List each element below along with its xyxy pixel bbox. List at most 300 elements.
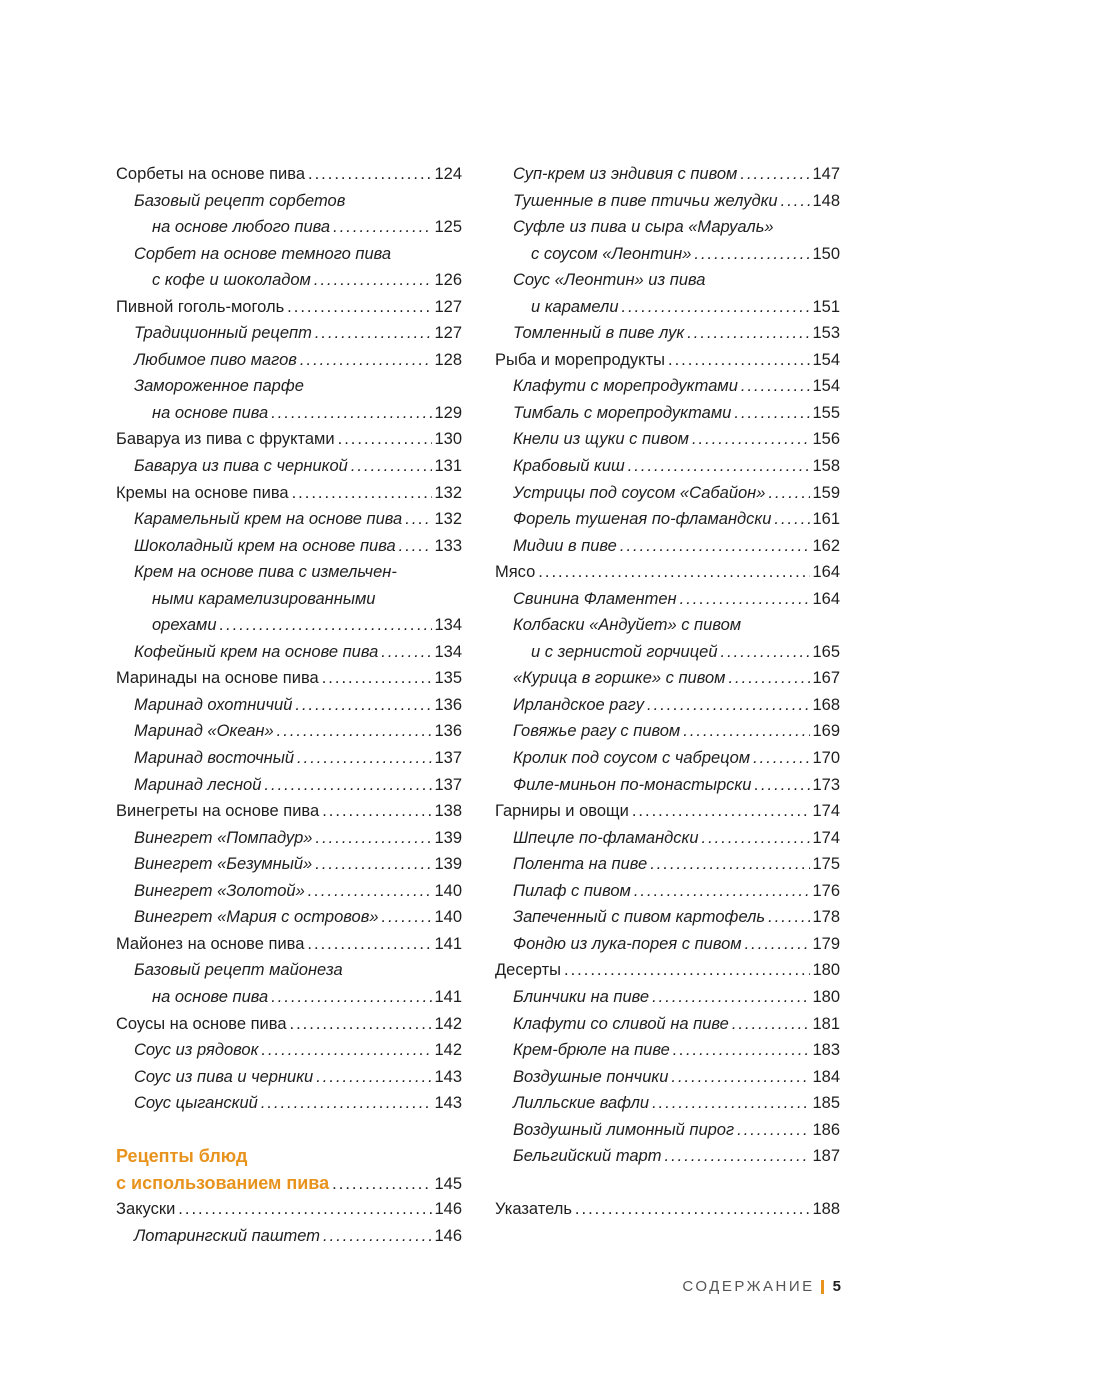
- toc-recipe-entry: [116, 241, 462, 268]
- toc-recipe-entry: [495, 1037, 840, 1064]
- toc-page-number: 146: [434, 1200, 462, 1219]
- toc-recipe-entry: [116, 1090, 462, 1117]
- dot-leader: [754, 772, 810, 799]
- dot-leader: [295, 692, 432, 719]
- toc-entry-title: Кремы на основе пива: [116, 483, 289, 502]
- toc-recipe-entry: [116, 320, 462, 347]
- toc-page-number: 150: [812, 244, 840, 263]
- toc-page-number: 156: [812, 430, 840, 449]
- toc-page-number: 183: [812, 1041, 840, 1060]
- dot-leader: [622, 294, 811, 321]
- toc-entry-title: Маринад восточный: [134, 749, 295, 768]
- toc-section-heading: [116, 1170, 462, 1197]
- toc-page-number: 129: [434, 403, 462, 422]
- dot-leader: [287, 294, 432, 321]
- toc-entry-title: Колбаски «Андуйет» с пивом: [513, 616, 742, 635]
- toc-page-number: 159: [812, 483, 840, 502]
- toc-entry-title: на основе любого пива: [152, 218, 331, 237]
- toc-recipe-entry: [495, 400, 840, 427]
- toc-entry-title: и карамели: [531, 297, 619, 316]
- dot-leader: [381, 639, 432, 666]
- toc-recipe-entry: [495, 692, 840, 719]
- toc-entry-title: на основе пива: [152, 987, 269, 1006]
- toc-chapter-entry: [116, 161, 462, 188]
- toc-page-number: 164: [812, 563, 840, 582]
- toc-recipe-entry: [116, 373, 462, 400]
- toc-entry-title: Кофейный крем на основе пива: [134, 642, 379, 661]
- toc-page-number: 162: [812, 536, 840, 555]
- toc-entry-title: Крабовый киш: [513, 457, 625, 476]
- dot-leader: [307, 931, 432, 958]
- toc-entry-title: Любимое пиво магов: [134, 350, 297, 369]
- toc-entry-title: Маринад лесной: [134, 775, 262, 794]
- toc-entry-title: Соус из пива и черники: [134, 1067, 314, 1086]
- toc-page-number: 174: [812, 802, 840, 821]
- toc-recipe-entry: [495, 373, 840, 400]
- toc-recipe-entry: [495, 480, 840, 507]
- toc-entry-title: Баваруа из пива с черникой: [134, 457, 348, 476]
- toc-recipe-entry: [116, 267, 462, 294]
- toc-entry-title: Клафути со сливой на пиве: [513, 1014, 729, 1033]
- dot-leader: [768, 904, 810, 931]
- toc-page-number: 164: [812, 589, 840, 608]
- toc-entry-title: Соус из рядовок: [134, 1041, 259, 1060]
- toc-entry-title: Пилаф с пивом: [513, 881, 631, 900]
- dot-leader: [316, 1064, 432, 1091]
- toc-page-number: 179: [812, 934, 840, 953]
- toc-recipe-entry: [116, 904, 462, 931]
- toc-recipe-entry: [495, 825, 840, 852]
- toc-page-number: 148: [812, 191, 840, 210]
- toc-page-number: 132: [434, 483, 462, 502]
- toc-chapter-entry: [116, 426, 462, 453]
- toc-entry-title: с использованием пива: [116, 1172, 330, 1193]
- toc-page-number: 134: [434, 642, 462, 661]
- page-footer: [682, 1278, 841, 1295]
- dot-leader: [261, 1037, 432, 1064]
- toc-page-number: 154: [812, 377, 840, 396]
- toc-page-number: 130: [434, 430, 462, 449]
- toc-recipe-entry: [495, 984, 840, 1011]
- toc-recipe-entry: [116, 639, 462, 666]
- toc-page-number: 151: [812, 297, 840, 316]
- dot-leader: [628, 453, 811, 480]
- toc-recipe-entry: [116, 453, 462, 480]
- toc-recipe-entry: [495, 1011, 840, 1038]
- dot-leader: [300, 347, 433, 374]
- toc-page-number: 180: [812, 961, 840, 980]
- dot-leader: [308, 878, 433, 905]
- toc-page-number: 142: [434, 1041, 462, 1060]
- toc-entry-title: Фондю из лука-порея с пивом: [513, 934, 742, 953]
- toc-page-number: 184: [812, 1067, 840, 1086]
- dot-leader: [692, 426, 811, 453]
- toc-recipe-entry: [495, 161, 840, 188]
- toc-recipe-entry: [116, 1037, 462, 1064]
- toc-recipe-entry: [116, 718, 462, 745]
- dot-leader: [694, 241, 810, 268]
- dot-leader: [671, 1064, 810, 1091]
- toc-recipe-entry: [116, 214, 462, 241]
- toc-column-right: [495, 161, 840, 1223]
- toc-page-number: 138: [434, 802, 462, 821]
- toc-entry-title: Винегрет «Помпадур»: [134, 828, 313, 847]
- toc-recipe-entry: [116, 825, 462, 852]
- dot-leader: [351, 453, 433, 480]
- dot-leader: [737, 1117, 810, 1144]
- toc-page-number: 143: [434, 1094, 462, 1113]
- toc-page-number: 143: [434, 1067, 462, 1086]
- toc-recipe-entry: [116, 506, 462, 533]
- toc-page-number: 187: [812, 1147, 840, 1166]
- dot-leader: [564, 957, 810, 984]
- toc-page-number: 127: [434, 324, 462, 343]
- dot-leader: [634, 878, 811, 905]
- toc-entry-title: Винегрет «Мария с островов»: [134, 908, 379, 927]
- dot-leader: [728, 665, 810, 692]
- toc-recipe-entry: [116, 772, 462, 799]
- toc-entry-title: с кофе и шоколадом: [152, 271, 311, 290]
- toc-entry-title: Воздушный лимонный пирог: [513, 1120, 735, 1139]
- toc-page-number: 124: [434, 165, 462, 183]
- toc-entry-title: Винегреты на основе пива: [116, 802, 320, 821]
- toc-recipe-entry: [495, 426, 840, 453]
- toc-recipe-entry: [116, 559, 462, 586]
- toc-page-number: 154: [812, 350, 840, 369]
- dot-leader: [753, 745, 810, 772]
- toc-page-number: 153: [812, 324, 840, 343]
- toc-page-number: 165: [812, 642, 840, 661]
- dot-leader: [652, 984, 810, 1011]
- toc-entry-title: Маринад «Океан»: [134, 722, 274, 741]
- dot-leader: [338, 426, 433, 453]
- toc-page-number: 127: [434, 297, 462, 316]
- toc-page-number: 185: [812, 1094, 840, 1113]
- dot-leader: [650, 851, 810, 878]
- toc-spacer: [495, 1170, 840, 1197]
- toc-chapter-entry: [116, 480, 462, 507]
- toc-entry-title: Соус цыганский: [134, 1094, 258, 1113]
- toc-entry-title: Рецепты блюд: [116, 1146, 248, 1167]
- toc-recipe-entry: [495, 533, 840, 560]
- toc-entry-title: Томленный в пиве лук: [513, 324, 685, 343]
- dot-leader: [668, 347, 810, 374]
- toc-page-number: 135: [434, 669, 462, 688]
- toc-recipe-entry: [116, 745, 462, 772]
- toc-entry-title: Кнели из щуки с пивом: [513, 430, 689, 449]
- toc-entry-title: Закуски: [116, 1200, 176, 1219]
- toc-recipe-entry: [495, 267, 840, 294]
- toc-entry-title: Шпецле по-фламандски: [513, 828, 699, 847]
- dot-leader: [732, 1011, 811, 1038]
- toc-entry-title: Лотарингский паштет: [134, 1226, 321, 1245]
- toc-entry-title: орехами: [152, 616, 217, 635]
- toc-page-number: 140: [434, 881, 462, 900]
- dot-leader: [721, 639, 811, 666]
- toc-recipe-entry: [116, 1223, 462, 1250]
- dot-leader: [323, 1223, 432, 1250]
- dot-leader: [741, 373, 811, 400]
- toc-recipe-entry: [116, 188, 462, 215]
- toc-page-number: 141: [434, 987, 462, 1006]
- toc-recipe-entry: [116, 612, 462, 639]
- toc-spacer: [116, 1117, 462, 1144]
- toc-page-number: 180: [812, 987, 840, 1006]
- toc-entry-title: Винегрет «Золотой»: [134, 881, 305, 900]
- toc-recipe-entry: [495, 1090, 840, 1117]
- dot-leader: [405, 506, 432, 533]
- toc-entry-title: Рыба и морепродукты: [495, 350, 665, 369]
- dot-leader: [664, 1143, 810, 1170]
- toc-recipe-entry: [495, 878, 840, 905]
- dot-leader: [220, 612, 433, 639]
- dot-leader: [680, 586, 811, 613]
- dot-leader: [333, 214, 432, 241]
- toc-recipe-entry: [116, 692, 462, 719]
- toc-page-number: 173: [812, 775, 840, 794]
- dot-leader: [687, 320, 810, 347]
- dot-leader: [620, 533, 811, 560]
- toc-page-number: 167: [812, 669, 840, 688]
- toc-entry-title: Соусы на основе пива: [116, 1014, 287, 1033]
- dot-leader: [315, 851, 432, 878]
- toc-entry-title: Шоколадный крем на основе пива: [134, 536, 396, 555]
- toc-page-number: 169: [812, 722, 840, 741]
- toc-entry-title: ными карамелизированными: [152, 589, 376, 608]
- toc-entry-title: Лилльские вафли: [513, 1094, 650, 1113]
- dot-leader: [652, 1090, 810, 1117]
- dot-leader: [292, 480, 433, 507]
- toc-entry-title: Десерты: [495, 961, 562, 980]
- toc-column-left: [116, 161, 462, 1249]
- toc-page-number: 186: [812, 1120, 840, 1139]
- toc-page-number: 147: [812, 165, 840, 183]
- toc-entry-title: Базовый рецепт сорбетов: [134, 191, 346, 210]
- toc-entry-title: Карамельный крем на основе пива: [134, 510, 403, 529]
- toc-recipe-entry: [495, 665, 840, 692]
- toc-page-number: 174: [812, 828, 840, 847]
- toc-recipe-entry: [116, 347, 462, 374]
- toc-entry-title: Бельгийский тарт: [513, 1147, 662, 1166]
- dot-leader: [264, 772, 432, 799]
- dot-leader: [308, 161, 432, 188]
- toc-page-number: 128: [434, 350, 462, 369]
- toc-entry-title: Соус «Леонтин» из пива: [513, 271, 706, 290]
- toc-entry-title: Суфле из пива и сыра «Маруаль»: [513, 218, 774, 237]
- dot-leader: [768, 480, 810, 507]
- toc-recipe-entry: [495, 241, 840, 268]
- toc-entry-title: Традиционный рецепт: [134, 324, 312, 343]
- toc-chapter-entry: [116, 665, 462, 692]
- toc-page-number: 131: [434, 457, 462, 476]
- toc-page-number: 132: [434, 510, 462, 529]
- toc-entry-title: Указатель: [495, 1200, 572, 1219]
- toc-entry-title: Замороженное парфе: [134, 377, 304, 396]
- toc-recipe-entry: [495, 931, 840, 958]
- toc-page-number: 155: [812, 403, 840, 422]
- toc-recipe-entry: [495, 1064, 840, 1091]
- toc-recipe-entry: [495, 214, 840, 241]
- toc-entry-title: и с зернистой горчицей: [531, 642, 718, 661]
- toc-page-number: 142: [434, 1014, 462, 1033]
- dot-leader: [261, 1090, 433, 1117]
- dot-leader: [382, 904, 433, 931]
- toc-entry-title: Маринады на основе пива: [116, 669, 319, 688]
- toc-page-number: 139: [434, 855, 462, 874]
- toc-entry-title: Форель тушеная по-фламандски: [513, 510, 772, 529]
- toc-recipe-entry: [116, 878, 462, 905]
- dot-leader: [399, 533, 433, 560]
- toc-entry-title: Винегрет «Безумный»: [134, 855, 313, 874]
- dot-leader: [277, 718, 433, 745]
- toc-recipe-entry: [116, 533, 462, 560]
- dot-leader: [647, 692, 810, 719]
- toc-section-heading: [116, 1143, 462, 1170]
- dot-leader: [575, 1196, 811, 1223]
- toc-recipe-entry: [116, 957, 462, 984]
- toc-recipe-entry: [495, 506, 840, 533]
- toc-recipe-entry: [495, 1143, 840, 1170]
- toc-entry-title: с соусом «Леонтин»: [531, 244, 692, 263]
- toc-page-number: 134: [434, 616, 462, 635]
- toc-recipe-entry: [116, 586, 462, 613]
- toc-page-number: 178: [812, 908, 840, 927]
- toc-page-number: 136: [434, 722, 462, 741]
- toc-recipe-entry: [495, 772, 840, 799]
- dot-leader: [774, 506, 810, 533]
- toc-chapter-entry: [116, 1196, 462, 1223]
- toc-recipe-entry: [495, 1117, 840, 1144]
- dot-leader: [734, 400, 810, 427]
- dot-leader: [315, 320, 433, 347]
- toc-entry-title: Тимбаль с морепродуктами: [513, 403, 732, 422]
- dot-leader: [271, 400, 432, 427]
- dot-leader: [316, 825, 433, 852]
- dot-leader: [673, 1037, 811, 1064]
- toc-entry-title: на основе пива: [152, 403, 269, 422]
- dot-leader: [322, 665, 433, 692]
- dot-leader: [290, 1011, 433, 1038]
- toc-recipe-entry: [495, 745, 840, 772]
- toc-page-number: 176: [812, 881, 840, 900]
- toc-recipe-entry: [495, 851, 840, 878]
- toc-page-number: 145: [434, 1174, 462, 1193]
- toc-recipe-entry: [495, 320, 840, 347]
- toc-page-number: 126: [434, 271, 462, 290]
- toc-entry-title: Ирландское рагу: [513, 695, 645, 714]
- toc-recipe-entry: [495, 188, 840, 215]
- dot-leader: [632, 798, 811, 825]
- toc-entry-title: Базовый рецепт майонеза: [134, 961, 343, 980]
- toc-page-number: 168: [812, 695, 840, 714]
- toc-recipe-entry: [116, 400, 462, 427]
- toc-recipe-entry: [495, 294, 840, 321]
- toc-chapter-entry: [495, 957, 840, 984]
- toc-entry-title: Мидии в пиве: [513, 536, 617, 555]
- dot-leader: [178, 1196, 432, 1223]
- toc-chapter-entry: [116, 294, 462, 321]
- dot-leader: [745, 931, 811, 958]
- footer-divider: [821, 1280, 824, 1294]
- toc-page-number: 133: [434, 536, 462, 555]
- toc-recipe-entry: [116, 851, 462, 878]
- toc-page-number: 175: [812, 855, 840, 874]
- toc-entry-title: Полента на пиве: [513, 855, 648, 874]
- toc-recipe-entry: [116, 1064, 462, 1091]
- toc-recipe-entry: [495, 904, 840, 931]
- toc-entry-title: Сорбеты на основе пива: [116, 165, 306, 183]
- toc-page-number: 136: [434, 695, 462, 714]
- toc-entry-title: Гарниры и овощи: [495, 802, 629, 821]
- toc-entry-title: Кролик под соусом с чабрецом: [513, 749, 751, 768]
- toc-chapter-entry: [116, 1011, 462, 1038]
- dot-leader: [702, 825, 811, 852]
- toc-entry-title: Клафути с морепродуктами: [513, 377, 738, 396]
- toc-entry-title: Баваруа из пива с фруктами: [116, 430, 335, 449]
- toc-entry-title: Сорбет на основе темного пива: [134, 244, 392, 263]
- toc-page-number: 125: [434, 218, 462, 237]
- toc-chapter-entry: [495, 347, 840, 374]
- toc-entry-title: Крем-брюле на пиве: [513, 1041, 670, 1060]
- toc-entry-title: Тушенные в пиве птичьи желудки: [513, 191, 778, 210]
- toc-page-number: 181: [812, 1014, 840, 1033]
- toc-page-number: 140: [434, 908, 462, 927]
- dot-leader: [314, 267, 433, 294]
- dot-leader: [322, 798, 432, 825]
- page-number: 5: [832, 1278, 841, 1295]
- toc-entry-title: «Курица в горшке» с пивом: [513, 669, 726, 688]
- toc-entry-title: Говяжье рагу с пивом: [513, 722, 681, 741]
- toc-chapter-entry: [116, 798, 462, 825]
- toc-entry-title: Блинчики на пиве: [513, 987, 650, 1006]
- toc-entry-title: Суп-крем из эндивия с пивом: [513, 165, 738, 183]
- toc-page-number: 137: [434, 749, 462, 768]
- toc-chapter-entry: [495, 1196, 840, 1223]
- toc-chapter-entry: [495, 559, 840, 586]
- toc-entry-title: Запеченный с пивом картофель: [513, 908, 766, 927]
- toc-chapter-entry: [495, 798, 840, 825]
- dot-leader: [740, 161, 810, 188]
- toc-recipe-entry: [495, 453, 840, 480]
- toc-page-number: 170: [812, 749, 840, 768]
- toc-recipe-entry: [495, 639, 840, 666]
- toc-entry-title: Свинина Фламентен: [513, 589, 677, 608]
- dot-leader: [332, 1171, 432, 1198]
- toc-recipe-entry: [495, 612, 840, 639]
- toc-page-number: 141: [434, 934, 462, 953]
- dot-leader: [781, 188, 811, 215]
- toc-entry-title: Устрицы под соусом «Сабайон»: [513, 483, 766, 502]
- toc-chapter-entry: [116, 931, 462, 958]
- dot-leader: [538, 559, 810, 586]
- footer-title: СОДЕРЖАНИЕ: [682, 1278, 815, 1295]
- dot-leader: [271, 984, 432, 1011]
- toc-recipe-entry: [495, 586, 840, 613]
- toc-page-number: 146: [434, 1226, 462, 1245]
- toc-entry-title: Филе-миньон по-монастырски: [513, 775, 752, 794]
- toc-recipe-entry: [116, 984, 462, 1011]
- toc-entry-title: Маринад охотничий: [134, 695, 293, 714]
- toc-entry-title: Крем на основе пива с измельчен-: [134, 563, 397, 582]
- toc-page-number: 188: [812, 1200, 840, 1219]
- toc-entry-title: Мясо: [495, 563, 536, 582]
- dot-leader: [683, 718, 810, 745]
- toc-page-number: 161: [812, 510, 840, 529]
- toc-page-number: 158: [812, 457, 840, 476]
- toc-entry-title: Воздушные пончики: [513, 1067, 669, 1086]
- toc-recipe-entry: [495, 718, 840, 745]
- dot-leader: [297, 745, 432, 772]
